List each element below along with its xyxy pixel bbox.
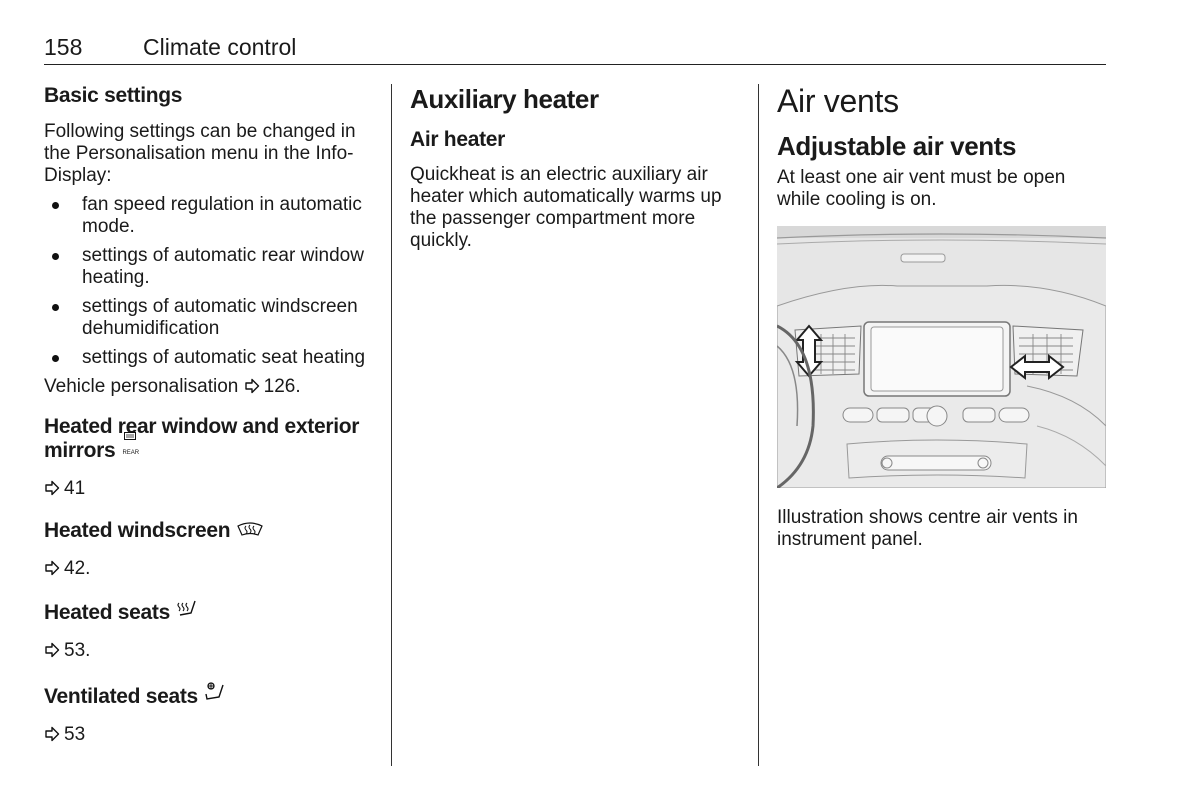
- list-item: settings of automatic seat heating: [44, 347, 379, 369]
- section-heading-basic-settings: Basic settings: [44, 84, 183, 107]
- section-heading-heated-rear-window: Heated rear window and exterior mirrors REAR: [44, 415, 360, 462]
- subheading-air-heater: Air heater: [410, 128, 506, 151]
- section-heading-heated-seats: Heated seats: [44, 599, 379, 625]
- column-middle: [410, 84, 745, 252]
- reference-arrow-icon: [44, 726, 60, 742]
- basic-settings-intro: Following settings can be changed in the Personalisation menu in the Info-Display:: [44, 121, 356, 186]
- air-vents-illustration: [777, 226, 1106, 488]
- windscreen-heat-icon: [236, 521, 264, 537]
- ventilated-seats-reference[interactable]: 53: [44, 724, 379, 746]
- section-heading-auxiliary-heater: Auxiliary heater: [410, 84, 599, 114]
- seat-vent-icon: [204, 681, 226, 703]
- reference-arrow-icon: [44, 642, 60, 658]
- heated-rear-reference[interactable]: 41: [44, 478, 379, 500]
- adjustable-vents-text: At least one air vent must be open while cooling is on.: [777, 167, 1066, 210]
- air-heater-text: Quickheat is an electric auxiliary air heater which automatically warms up the passenger compartment more quickly.: [410, 164, 722, 251]
- heated-seats-reference[interactable]: 53.: [44, 640, 379, 662]
- section-heading-ventilated-seats: Ventilated seats: [44, 681, 379, 709]
- heated-windscreen-reference[interactable]: 42.: [44, 558, 379, 580]
- subheading-adjustable-air-vents: Adjustable air vents: [777, 131, 1017, 161]
- bullet-icon: [52, 202, 59, 209]
- reference-arrow-icon: [44, 560, 60, 576]
- bullet-icon: [52, 304, 59, 311]
- settings-list: [44, 194, 379, 369]
- personalisation-reference[interactable]: Vehicle personalisation 126.: [44, 376, 301, 397]
- page-header: [44, 34, 1106, 65]
- column-divider: [391, 84, 392, 766]
- list-item: settings of automatic windscreen dehumidification: [44, 296, 379, 340]
- bullet-icon: [52, 253, 59, 260]
- list-item: settings of automatic rear window heating.: [44, 245, 379, 289]
- seat-heat-icon: [176, 599, 198, 619]
- rear-window-heat-icon: REAR: [121, 439, 139, 457]
- illustration-caption: Illustration shows centre air vents in instrument panel.: [777, 507, 1078, 550]
- column-left: [44, 84, 379, 746]
- list-item: fan speed regulation in automatic mode.: [44, 194, 379, 238]
- page-number: 158: [44, 34, 83, 60]
- section-heading-air-vents: Air vents: [777, 83, 899, 119]
- reference-arrow-icon: [44, 480, 60, 496]
- column-divider: [758, 84, 759, 766]
- bullet-icon: [52, 355, 59, 362]
- column-right: [777, 84, 1106, 211]
- section-heading-heated-windscreen: Heated windscreen: [44, 519, 379, 543]
- chapter-title: Climate control: [143, 34, 297, 60]
- illustration-caption-block: [777, 507, 1106, 551]
- reference-arrow-icon: [244, 378, 260, 394]
